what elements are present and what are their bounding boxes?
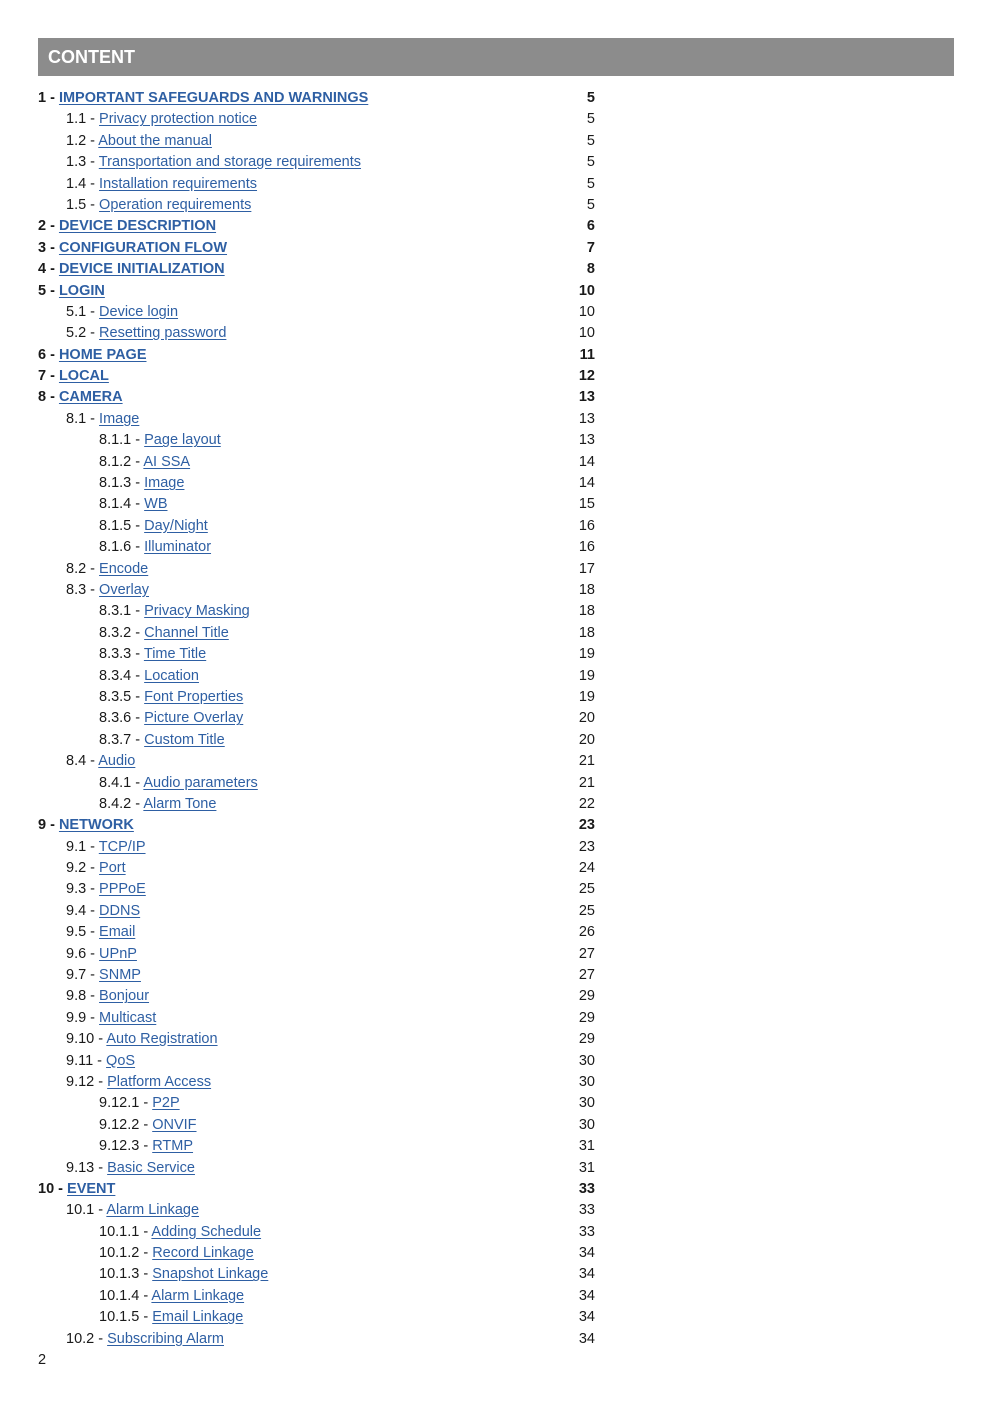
toc-entry-number: 10.1.4 - [99,1287,149,1304]
toc-entry-number: 9.8 - [66,988,96,1005]
toc-entry-label [38,644,206,665]
toc-entry-number: 9.4 - [66,902,96,919]
toc-entry [38,452,598,473]
toc-entry [38,1051,598,1072]
toc-entry-link[interactable]: Picture Overlay [144,710,244,727]
toc-entry-link[interactable]: Bonjour [99,988,150,1005]
toc-entry-label [38,708,243,729]
toc-entry [38,879,598,900]
toc-entry-label [38,152,361,173]
toc-entry-number: 9.12 - [66,1073,104,1090]
toc-entry-label [38,516,208,537]
toc-entry-link[interactable]: HOME PAGE [58,346,147,363]
toc-entry-link[interactable]: NETWORK [58,817,134,834]
toc-entry-label [38,1200,199,1221]
toc-entry-number: 9.5 - [66,924,96,941]
toc-entry-label [38,1329,224,1350]
toc-entry-page: 18 [578,581,595,598]
toc-entry-link[interactable]: Encode [99,560,149,577]
table-of-contents [38,88,598,1350]
toc-entry-label [38,1072,211,1093]
toc-entry-link[interactable]: Resetting password [99,325,227,342]
toc-entry-label [38,1051,135,1072]
toc-entry [38,494,598,515]
toc-entry-link[interactable]: DEVICE DESCRIPTION [58,218,217,235]
toc-entry-label [38,1136,193,1157]
toc-entry-link[interactable]: Port [99,860,126,877]
toc-entry-label [38,1286,244,1307]
toc-entry-link[interactable]: Page layout [144,432,221,449]
toc-entry-link[interactable]: Custom Title [144,731,225,748]
toc-entry-page: 25 [578,902,595,919]
toc-entry [38,1008,598,1029]
toc-entry-number: 8 - [38,389,55,406]
toc-entry-link[interactable]: Auto Registration [106,1031,218,1048]
toc-entry-label [38,216,216,237]
toc-entry-label [38,1179,115,1200]
toc-entry-page: 14 [578,453,595,470]
toc-entry-link[interactable]: Location [144,667,199,684]
toc-entry-page: 34 [578,1245,595,1262]
toc-entry-number: 8.1.4 - [99,496,141,513]
toc-entry-link[interactable]: Transportation and storage requirements [98,154,362,171]
toc-entry-link[interactable]: Day/Night [144,517,208,534]
content-header-bar [38,38,954,76]
toc-entry [38,1115,598,1136]
toc-entry-label [38,323,226,344]
toc-entry-link[interactable]: Device login [99,303,179,320]
toc-entry-number: 10.1.2 - [99,1245,149,1262]
toc-entry-label [38,452,190,473]
toc-entry-number: 9.3 - [66,881,96,898]
toc-entry-page: 34 [578,1330,595,1347]
toc-entry-number: 9.1 - [66,838,96,855]
toc-entry [38,708,598,729]
toc-entry-number: 9.12.3 - [99,1138,149,1155]
toc-entry [38,986,598,1007]
page-number: 2 [38,1352,47,1368]
toc-entry-label [38,965,141,986]
toc-entry-page: 25 [578,881,595,898]
toc-entry-page: 30 [578,1073,595,1090]
toc-entry-page: 19 [578,667,595,684]
toc-entry-label [38,879,146,900]
toc-entry [38,1222,598,1243]
toc-entry-label [38,666,199,687]
toc-entry-page: 30 [578,1116,595,1133]
toc-entry-page: 13 [578,410,595,427]
toc-entry-page: 27 [578,945,595,962]
toc-entry-label [38,537,211,558]
toc-entry-number: 5.1 - [66,303,96,320]
toc-entry [38,366,598,387]
toc-entry-page: 20 [578,731,595,748]
toc-entry [38,751,598,772]
toc-entry-link[interactable]: AI SSA [143,453,191,470]
toc-entry [38,1307,598,1328]
toc-entry-number: 8.3.3 - [99,646,141,663]
toc-entry [38,644,598,665]
toc-entry-number: 10.1.3 - [99,1266,149,1283]
toc-entry-link[interactable]: EVENT [67,1180,116,1197]
toc-entry-page: 30 [578,1052,595,1069]
toc-entry [38,922,598,943]
toc-entry-number: 9.9 - [66,1009,96,1026]
toc-entry-page: 33 [578,1223,595,1240]
toc-entry-label [38,751,135,772]
toc-entry-link[interactable]: QoS [106,1052,136,1069]
toc-entry [38,345,598,366]
toc-entry [38,387,598,408]
toc-entry-page: 5 [586,132,595,149]
toc-entry-page: 27 [578,967,595,984]
toc-entry-number: 3 - [38,239,55,256]
toc-entry-label [38,345,147,366]
toc-entry-number: 9.12.2 - [99,1116,149,1133]
toc-entry-number: 8.1 - [66,410,96,427]
toc-entry [38,109,598,130]
toc-entry-number: 9.7 - [66,967,96,984]
toc-entry-page: 12 [578,368,595,385]
toc-entry-label [38,1264,268,1285]
toc-entry-page: 10 [578,282,595,299]
toc-entry-page: 5 [586,196,595,213]
toc-entry-link[interactable]: Overlay [99,581,150,598]
toc-entry-page: 21 [578,753,595,770]
toc-entry-number: 8.1.5 - [99,517,141,534]
toc-entry-label [38,302,178,323]
toc-entry [38,1136,598,1157]
toc-entry-link[interactable]: Operation requirements [99,196,252,213]
toc-entry-label [38,1115,197,1136]
toc-entry-label [38,794,216,815]
toc-entry-page: 22 [578,795,595,812]
toc-entry-page: 19 [578,688,595,705]
toc-entry [38,1200,598,1221]
toc-entry-page: 11 [579,346,595,363]
toc-entry-page: 5 [586,111,595,128]
toc-entry-label [38,580,149,601]
toc-entry-number: 8.3.2 - [99,624,141,641]
toc-entry-number: 8.1.3 - [99,475,141,492]
toc-entry-link[interactable]: Audio parameters [143,774,258,791]
toc-entry-link[interactable]: UPnP [99,945,137,962]
toc-entry-page: 15 [578,496,595,513]
toc-entry-label [38,1093,180,1114]
toc-entry-number: 9.12.1 - [99,1095,149,1112]
toc-entry-page: 24 [578,860,595,877]
toc-entry [38,944,598,965]
toc-entry-page: 10 [578,303,595,320]
toc-entry-page: 18 [578,603,595,620]
toc-entry-number: 8.4.1 - [99,774,141,791]
toc-entry-number: 8.3.4 - [99,667,141,684]
toc-entry [38,1158,598,1179]
toc-entry-number: 7 - [38,368,55,385]
toc-entry-link[interactable]: DEVICE INITIALIZATION [58,261,225,278]
toc-entry-link[interactable]: Adding Schedule [151,1223,262,1240]
toc-entry-page: 23 [578,838,595,855]
toc-entry-label [38,366,109,387]
toc-entry [38,430,598,451]
toc-entry-number: 8.3.7 - [99,731,141,748]
toc-entry [38,901,598,922]
toc-entry-number: 10.1.1 - [99,1223,149,1240]
toc-entry-label [38,922,135,943]
toc-entry-number: 8.2 - [66,560,96,577]
toc-entry [38,815,598,836]
toc-entry-link[interactable]: Privacy Masking [144,603,250,620]
toc-entry-page: 19 [578,646,595,663]
toc-entry-page: 8 [586,261,595,278]
toc-entry-link[interactable]: Snapshot Linkage [152,1266,269,1283]
toc-entry-link[interactable]: Time Title [143,646,207,663]
toc-entry [38,1329,598,1350]
toc-entry-page: 29 [578,1031,595,1048]
toc-entry-label [38,559,148,580]
toc-entry-number: 9.11 - [66,1052,103,1069]
toc-entry-number: 10 - [38,1180,63,1197]
toc-entry-link[interactable]: Image [99,410,140,427]
toc-entry-link[interactable]: Multicast [99,1009,157,1026]
toc-entry-page: 13 [578,432,595,449]
toc-entry-link[interactable]: Subscribing Alarm [107,1330,224,1347]
toc-entry-link[interactable]: LOCAL [58,368,109,385]
toc-entry-label [38,858,126,879]
toc-entry [38,666,598,687]
toc-entry [38,965,598,986]
toc-entry [38,773,598,794]
toc-entry-label [38,837,146,858]
toc-entry-link[interactable]: Privacy protection notice [99,111,258,128]
toc-entry-number: 1.4 - [66,175,96,192]
toc-entry [38,858,598,879]
toc-entry-label [38,773,258,794]
toc-entry [38,516,598,537]
toc-entry-link[interactable]: Installation requirements [99,175,258,192]
toc-entry-page: 13 [578,389,595,406]
toc-entry-page: 34 [578,1266,595,1283]
toc-entry-label [38,1222,261,1243]
toc-entry [38,88,598,109]
toc-entry-number: 8.4 - [66,753,96,770]
toc-entry-number: 8.3.1 - [99,603,141,620]
toc-entry-link[interactable]: WB [144,496,168,513]
toc-entry [38,794,598,815]
toc-entry-label [38,623,229,644]
toc-entry-link[interactable]: Illuminator [144,539,212,556]
toc-entry-page: 5 [586,154,595,171]
toc-entry-number: 8.1.2 - [99,453,141,470]
toc-entry-link[interactable]: Image [144,475,185,492]
toc-entry-number: 8.1.6 - [99,539,141,556]
toc-entry-link[interactable]: IMPORTANT SAFEGUARDS AND WARNINGS [58,90,369,106]
toc-entry-number: 1.5 - [66,196,96,213]
toc-entry-page: 29 [578,988,595,1005]
toc-entry-number: 8.1.1 - [99,432,141,449]
toc-entry-number: 5 - [38,282,55,299]
toc-entry-link[interactable]: LOGIN [58,282,105,299]
toc-entry [38,687,598,708]
toc-entry [38,281,598,302]
toc-entry-number: 8.3 - [66,581,96,598]
toc-entry-label [38,430,221,451]
toc-entry [38,473,598,494]
toc-entry-number: 9 - [38,817,55,834]
toc-entry-number: 8.4.2 - [99,795,141,812]
toc-entry [38,323,598,344]
toc-entry-link[interactable]: Platform Access [107,1073,212,1090]
toc-entry-number: 1.1 - [66,111,96,128]
toc-entry-page: 16 [578,539,595,556]
toc-entry-number: 1.3 - [66,154,96,171]
toc-entry-link[interactable]: Alarm Linkage [106,1202,200,1219]
toc-entry-page: 6 [586,218,595,235]
toc-entry-label [38,259,225,280]
toc-entry-number: 1.2 - [66,132,96,149]
toc-entry [38,1179,598,1200]
toc-entry [38,559,598,580]
toc-entry [38,1093,598,1114]
toc-entry-label [38,815,134,836]
toc-entry [38,195,598,216]
toc-entry-link[interactable]: PPPoE [99,881,146,898]
toc-entry-label [38,1008,156,1029]
toc-entry-page: 17 [578,560,595,577]
toc-entry [38,174,598,195]
toc-entry [38,1264,598,1285]
toc-entry-link[interactable]: Channel Title [144,624,229,641]
toc-entry-page: 10 [578,325,595,342]
toc-entry-label [38,986,149,1007]
toc-entry-page: 33 [578,1180,595,1197]
toc-entry-label [38,1307,243,1328]
toc-entry-number: 9.10 - [66,1031,104,1048]
toc-entry [38,259,598,280]
toc-entry-page: 31 [578,1159,595,1176]
toc-entry [38,1243,598,1264]
toc-entry-link[interactable]: ONVIF [152,1116,197,1133]
toc-entry-page: 18 [578,624,595,641]
toc-entry-link[interactable]: Audio [98,753,136,770]
toc-entry [38,601,598,622]
toc-entry-label [38,944,137,965]
toc-entry [38,238,598,259]
toc-entry-link[interactable]: Record Linkage [152,1245,254,1262]
toc-entry-number: 8.3.6 - [99,710,141,727]
toc-entry-number: 10.2 - [66,1330,104,1347]
page-title: CONTENT [48,47,135,67]
toc-entry-page: 21 [578,774,595,791]
toc-entry [38,302,598,323]
toc-entry-label [38,88,368,109]
toc-entry [38,537,598,558]
toc-entry-number: 9.13 - [66,1159,104,1176]
toc-entry-page: 14 [578,475,595,492]
toc-entry-link[interactable]: Font Properties [144,688,244,705]
toc-entry-number: 1 - [38,90,55,106]
toc-entry-label [38,195,251,216]
toc-entry-link[interactable]: Email [99,924,136,941]
toc-entry-number: 9.6 - [66,945,96,962]
toc-entry-label [38,238,227,259]
toc-entry [38,216,598,237]
toc-entry-label [38,109,257,130]
toc-entry-link[interactable]: CONFIGURATION FLOW [58,239,228,256]
toc-entry-page: 26 [578,924,595,941]
toc-entry-number: 10.1.5 - [99,1309,149,1326]
toc-entry-number: 5.2 - [66,325,96,342]
toc-entry-page: 31 [578,1138,595,1155]
toc-entry-link[interactable]: RTMP [152,1138,194,1155]
toc-entry-link[interactable]: Email Linkage [152,1309,244,1326]
toc-entry-page: 30 [578,1095,595,1112]
toc-entry-number: 8.3.5 - [99,688,141,705]
toc-entry [38,152,598,173]
toc-entry-page: 34 [578,1287,595,1304]
toc-entry-page: 5 [586,175,595,192]
toc-entry-number: 4 - [38,261,55,278]
toc-entry-link[interactable]: DDNS [99,902,141,919]
toc-entry [38,580,598,601]
toc-entry-label [38,1243,254,1264]
toc-entry-label [38,281,105,302]
toc-entry [38,730,598,751]
toc-entry-link[interactable]: CAMERA [58,389,123,406]
toc-entry [38,623,598,644]
toc-entry-page: 33 [578,1202,595,1219]
toc-entry [38,837,598,858]
toc-entry-link[interactable]: Alarm Tone [143,795,217,812]
toc-entry [38,1029,598,1050]
toc-entry-label [38,687,243,708]
toc-entry [38,131,598,152]
toc-entry-page: 29 [578,1009,595,1026]
toc-entry [38,1286,598,1307]
toc-entry-label [38,1158,195,1179]
toc-entry [38,1072,598,1093]
toc-entry-label [38,601,250,622]
toc-entry-label [38,174,257,195]
toc-entry-link[interactable]: TCP/IP [98,838,146,855]
toc-entry-label [38,387,123,408]
toc-entry-link[interactable]: P2P [152,1095,180,1112]
toc-entry-label [38,473,184,494]
toc-entry-number: 10.1 - [66,1202,104,1219]
toc-entry-label [38,730,225,751]
toc-entry-link[interactable]: Basic Service [107,1159,195,1176]
toc-entry-page: 23 [578,817,595,834]
toc-entry-link[interactable]: SNMP [99,967,141,984]
toc-entry-page: 16 [578,517,595,534]
toc-entry-page: 7 [586,239,595,256]
toc-entry-number: 9.2 - [66,860,96,877]
toc-entry-number: 2 - [38,218,55,235]
toc-entry-page: 20 [578,710,595,727]
toc-entry-label [38,409,139,430]
toc-entry-page: 5 [586,90,595,106]
toc-entry-label [38,494,168,515]
toc-entry-label [38,131,212,152]
toc-entry-link[interactable]: About the manual [98,132,212,149]
toc-entry-label [38,901,140,922]
toc-entry-link[interactable]: Alarm Linkage [151,1287,245,1304]
toc-entry-number: 6 - [38,346,55,363]
toc-entry-label [38,1029,218,1050]
toc-entry [38,409,598,430]
toc-entry-page: 34 [578,1309,595,1326]
